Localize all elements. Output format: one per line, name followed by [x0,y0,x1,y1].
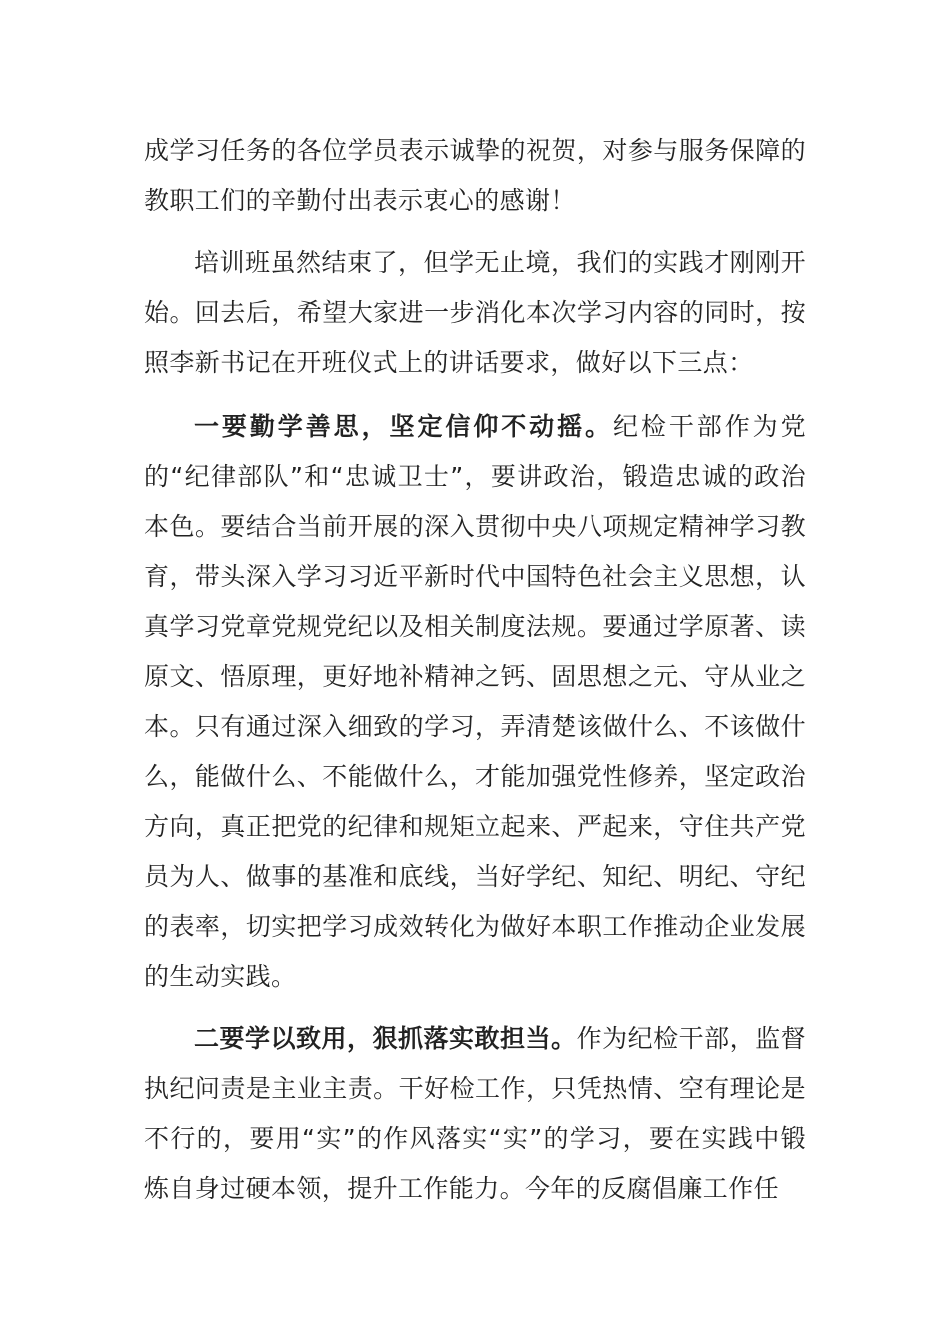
paragraph-point-two [144,1014,806,1214]
paragraph-point-one [144,402,806,1002]
paragraph-text: 作为纪检干部，监督执纪问责是主业主责。干好检工作，只凭热情、空有理论是不行的，要用“实”的作风落实“实”的学习，要在实践中锻炼自身过硬本领，提升工作能力。今年的反腐倡廉工作任 [144,1024,806,1203]
paragraph-closing-thanks [144,126,806,226]
paragraph-requirements-intro [144,238,806,388]
paragraph-text: 成学习任务的各位学员表示诚挚的祝贺，对参与服务保障的教职工们的辛勤付出表示衷心的感谢！ [144,136,806,215]
paragraph-text: 培训班虽然结束了，但学无止境，我们的实践才刚刚开始。回去后，希望大家进一步消化本次学习内容的同时，按照李新书记在开班仪式上的讲话要求，做好以下三点： [144,248,806,377]
paragraph-lead-heading: 二要学以致用，狠抓落实敢担当。 [194,1024,577,1053]
paragraph-text: 纪检干部作为党的“纪律部队”和“忠诚卫士”，要讲政治，锻造忠诚的政治本色。要结合当前开展的深入贯彻中央八项规定精神学习教育，带头深入学习习近平新时代中国特色社会主义思想，认真学习党章党规党纪以及相关制度法规。要通过学原著、读原文、悟原理，更好地补精神之钙、固思想之元、守从业之本。只有通过深入细致的学习，弄清楚该做什么、不该做什么，能做什么、不能做什么，才能加强党性修养，坚定政治方向，真正把党的纪律和规矩立起来、严起来，守住共产党员为人、做事的基准和底线，当好学纪、知纪、明纪、守纪的表率，切实把学习成效转化为做好本职工作推动企业发展的生动实践。 [144,412,806,991]
document-body [144,126,806,1214]
paragraph-lead-heading: 一要勤学善思，坚定信仰不动摇。 [194,412,613,441]
